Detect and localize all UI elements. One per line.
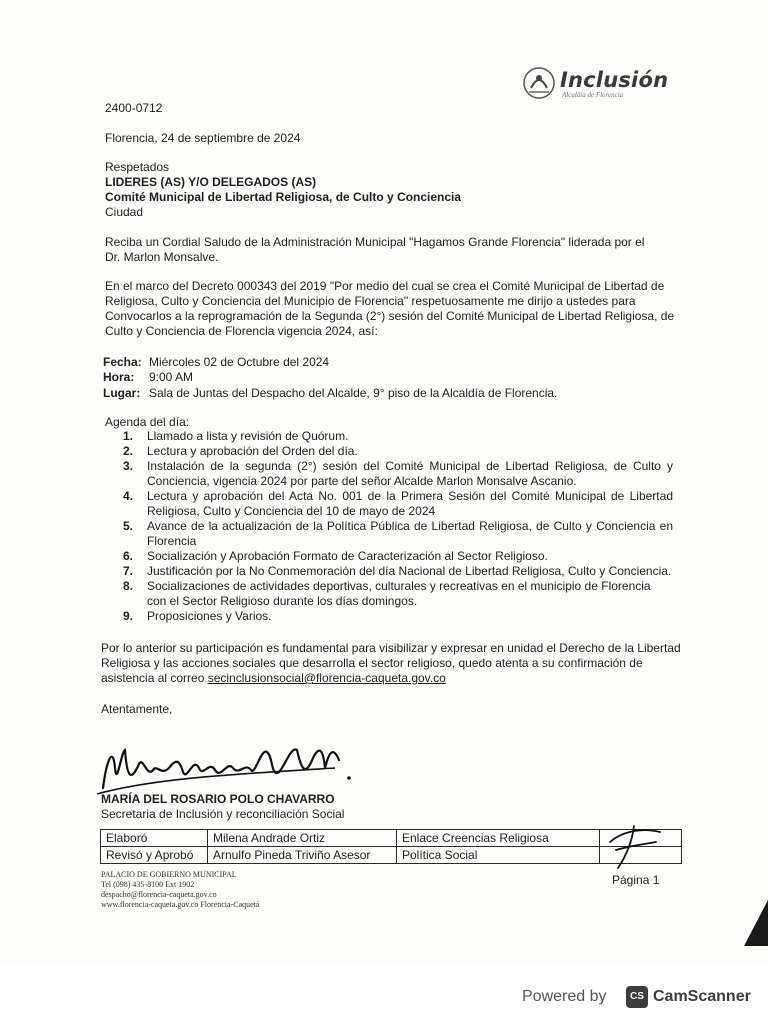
logo-name: Inclusión [560, 68, 669, 92]
table-cell: Política Social [397, 847, 600, 864]
page-number: Página 1 [612, 873, 660, 887]
emblem-icon [522, 66, 556, 100]
body-line: En el marco del Decreto 000343 del 2019 "Por medio del cual se crea el Comité Municipal de Libertad de [105, 279, 665, 293]
regards: Atentamente, [101, 702, 173, 716]
agenda-item: 8. Socializaciones de actividades deportivas, culturales y recreativas en el municipio de Florencia con el Sector Religioso durante los días domingos. [123, 579, 651, 608]
page-corner-shadow [740, 900, 768, 946]
time-label: Hora: [103, 370, 135, 384]
table-cell: Arnulfo Pineda Triviño Asesor [208, 847, 397, 864]
closing-paragraph [101, 641, 681, 686]
date-value: Miércoles 02 de Octubre del 2024 [149, 355, 330, 369]
table-cell: Elaboró [101, 830, 208, 847]
agenda-item: 5. Avance de la actualización de la Política Pública de Libertad Religiosa, de Culto y Conciencia en Florencia [123, 519, 673, 548]
table-row [101, 830, 682, 847]
agenda-item: 9. Proposiciones y Varios. [123, 609, 272, 623]
recipient-line-1: LIDERES (AS) Y/O DELEGADOS (AS) [105, 175, 317, 189]
agenda-item: 1. Llamado a lista y revisión de Quórum. [123, 429, 349, 443]
camscanner-icon: CS [626, 986, 648, 1008]
agenda-item: 6. Socialización y Aprobación Formato de Caracterización al Sector Religioso. [123, 549, 548, 563]
table-cell: Revisó y Aprobó [101, 847, 208, 864]
table-row [101, 847, 682, 864]
salute-line: Reciba un Cordial Saludo de la Administración Municipal "Hagamos Grande Florencia" liderada por el [105, 235, 645, 249]
signer-name: MARÍA DEL ROSARIO POLO CHAVARRO [101, 792, 335, 806]
footer-line: despacho@florencia-caqueta.gov.co [101, 890, 217, 899]
time-value: 9:00 AM [149, 370, 194, 384]
logo-subtitle: Alcaldía de Florencia [562, 91, 624, 99]
date-line: Florencia, 24 de septiembre de 2024 [105, 131, 301, 145]
agenda-list [123, 429, 673, 624]
powered-by-text: Powered by [522, 988, 607, 1005]
meeting-date [103, 355, 329, 370]
closing-line: asistencia al correo secinclusionsocial@florencia-caqueta.gov.co [101, 671, 446, 685]
body-line: Convocarlos a la reprogramación de la Segunda (2°) sesión del Comité Municipal de Libertad Religiosa, de [105, 309, 675, 323]
agenda-item: 4. Lectura y aprobación del Acta No. 001 de la Primera Sesión del Comité Municipal de Libertad Religiosa, Culto y Conciencia del 10 de mayo de 2024 [123, 489, 673, 518]
signer-title: Secretaria de Inclusión y reconciliación Social [101, 807, 345, 821]
camscanner-brand: CamScanner [653, 988, 751, 1005]
closing-line: Religiosa y las acciones sociales que desarrolla el sector religioso, quedo atenta a su confirmación de [101, 656, 643, 670]
place-label: Lugar: [103, 386, 141, 400]
body-paragraph [105, 279, 675, 339]
salute-line: Dr. Marlon Monsalve. [105, 250, 219, 264]
signature-image [95, 738, 365, 800]
footer-line: PALACIO DE GOBIERNO MUNICIPAL [101, 870, 237, 879]
inclusion-logo [522, 66, 682, 100]
footer-line: www.florencia-caqueta.gov.co Florencia-Caquetá [101, 900, 260, 909]
place-value: Sala de Juntas del Despacho del Alcalde, 9° piso de la Alcaldía de Florencia. [149, 386, 558, 400]
meeting-place [103, 386, 557, 401]
footer-contact [101, 870, 259, 910]
agenda-item: 7. Justificación por la No Conmemoración del día Nacional de Libertad Religiosa, Culto y Conciencia. [123, 564, 672, 578]
greeting: Respetados [105, 160, 170, 174]
approval-table [100, 829, 682, 864]
body-line: Religiosa, Culto y Conciencia del Municipio de Florencia" respetuosamente me dirijo a ustedes para [105, 294, 636, 308]
recipient-line-2: Comité Municipal de Libertad Religiosa, de Culto y Conciencia [105, 190, 462, 204]
meeting-time [103, 370, 193, 385]
footer-line: Tel (098) 435-8100 Ext 1902 [101, 880, 195, 889]
table-cell: Milena Andrade Ortiz [208, 830, 397, 847]
initials-mark [604, 822, 664, 872]
closing-line: Por lo anterior su participación es fundamental para visibilizar y expresar en unidad el Derecho de la Libertad [101, 641, 681, 655]
email-link[interactable]: secinclusionsocial@florencia-caqueta.gov.co [207, 671, 446, 685]
date-label: Fecha: [103, 355, 142, 369]
table-cell: Enlace Creencias Religiosa [397, 830, 600, 847]
agenda-item: 3. Instalación de la segunda (2°) sesión del Comité Municipal de Libertad Religiosa, de Culto y Conciencia, vigencia 2024 por parte del señor Alcalde Marlon Monsalve Ascanio. [123, 459, 673, 488]
city-line: Ciudad [105, 205, 144, 219]
agenda-item: 2. Lectura y aprobación del Orden del día. [123, 444, 358, 458]
body-line: Culto y Conciencia de Florencia vigencia 2024, así: [105, 324, 378, 338]
salute-paragraph [105, 235, 645, 265]
reference-number: 2400-0712 [105, 101, 163, 115]
agenda-title: Agenda del día: [105, 415, 190, 429]
